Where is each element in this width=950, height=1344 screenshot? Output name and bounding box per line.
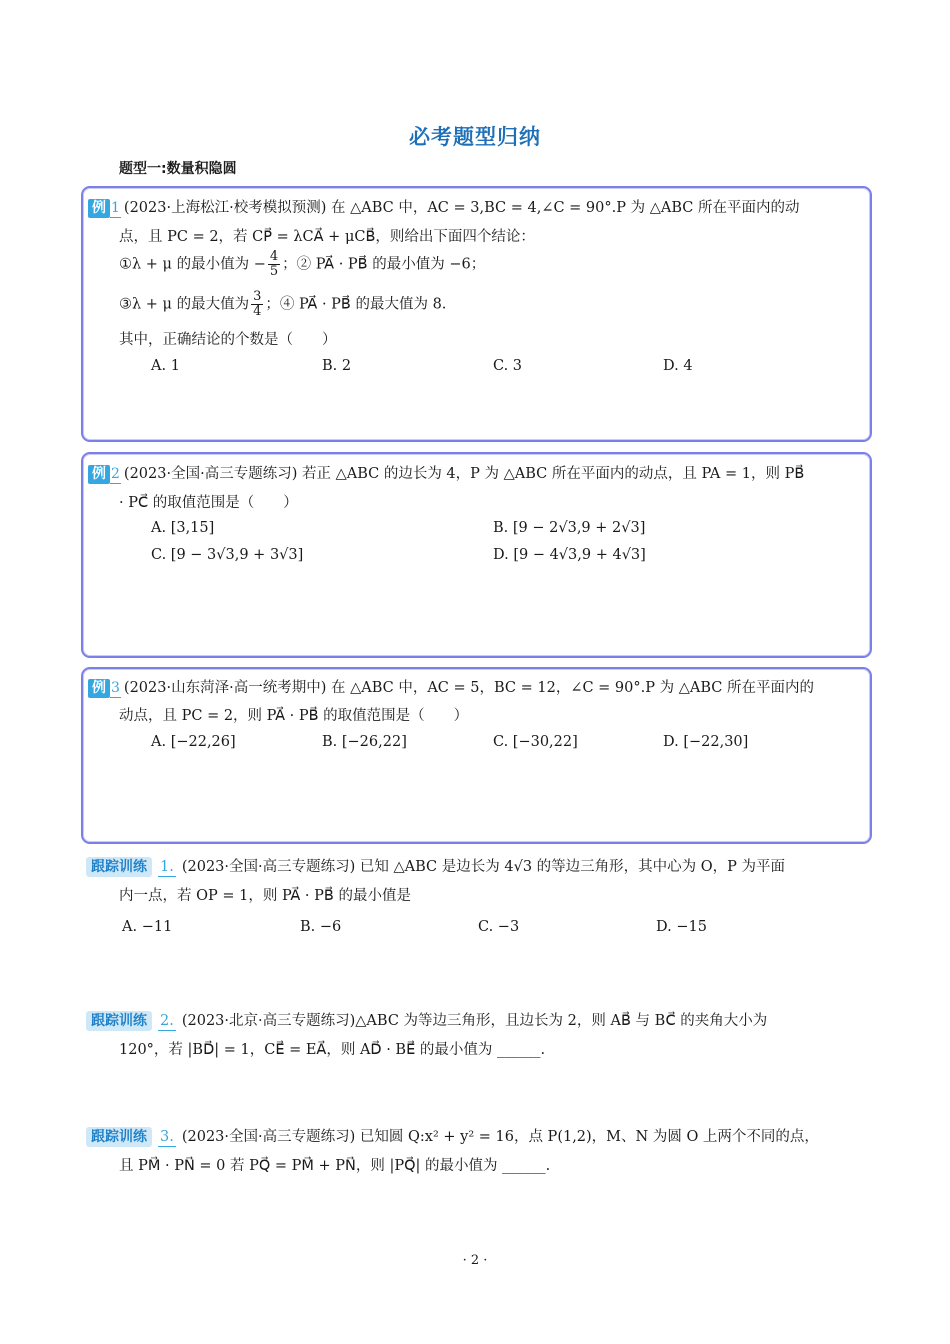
fraction bbox=[251, 290, 263, 319]
example-tag: 例 bbox=[88, 199, 110, 218]
option-c[interactable]: C. −3 bbox=[478, 919, 520, 935]
example-number: 3 bbox=[111, 680, 120, 696]
option-d[interactable]: D. −15 bbox=[656, 919, 707, 935]
page-number: · 2 · bbox=[462, 1253, 488, 1268]
track-tag: 跟踪训练 bbox=[86, 1127, 152, 1147]
track-2-line-2: 120°，若 |BD⃗| = 1，CE⃗ = EA⃗，则 AD⃗ · BE⃗ 的最小值为 ______. bbox=[119, 1042, 546, 1058]
example-3-line-1 bbox=[88, 676, 814, 698]
fraction-numerator: 3 bbox=[253, 289, 262, 304]
track-3-line-1 bbox=[86, 1125, 819, 1147]
option-c[interactable]: C. [9 − 3√3,9 + 3√3] bbox=[151, 547, 304, 563]
track-3-line-2: 且 PM⃗ · PN⃗ = 0 若 PQ⃗ = PM⃗ + PN⃗，则 |PQ⃗| 的最小值为 ______. bbox=[119, 1158, 551, 1174]
track-number: 2. bbox=[160, 1013, 174, 1029]
option-b[interactable]: B. −6 bbox=[300, 919, 342, 935]
fraction-numerator: 4 bbox=[269, 249, 279, 264]
track-tag: 跟踪训练 bbox=[86, 857, 152, 877]
option-a[interactable]: A. [−22,26] bbox=[151, 734, 236, 750]
track-number: 3. bbox=[160, 1129, 174, 1145]
example-1-line-1 bbox=[88, 196, 799, 218]
example-1-text-4b: ；④ PA⃗ · PB⃗ 的最大值为 8. bbox=[265, 296, 447, 313]
example-2-line-1 bbox=[88, 462, 804, 484]
option-b[interactable]: B. [9 − 2√3,9 + 2√3] bbox=[493, 520, 646, 536]
example-1-text-3a: ①λ + μ 的最小值为 − bbox=[119, 256, 266, 273]
example-3-text-1: (2023·山东菏泽·高一统考期中) 在 △ABC 中，AC = 5，BC = 12，∠C = 90°.P 为 △ABC 所在平面内的 bbox=[123, 680, 814, 696]
option-d[interactable]: D. 4 bbox=[663, 358, 693, 374]
track-2-text-1: (2023·北京·高三专题练习)△ABC 为等边三角形，且边长为 2，则 AB⃗ 与 BC⃗ 的夹角大小为 bbox=[181, 1013, 768, 1029]
track-2-line-1 bbox=[86, 1009, 767, 1031]
example-number: 2 bbox=[111, 466, 120, 482]
example-2-text-1: (2023·全国·高三专题练习) 若正 △ABC 的边长为 4，P 为 △ABC 所在平面内的动点，且 PA = 1，则 PB⃗ bbox=[123, 466, 805, 482]
section-title: 题型一:数量积隐圆 bbox=[119, 161, 237, 177]
option-c[interactable]: C. 3 bbox=[493, 358, 523, 374]
example-tag: 例 bbox=[88, 679, 110, 698]
example-1-text-4a: ③λ + μ 的最大值为 bbox=[119, 296, 250, 313]
fraction-denominator: 4 bbox=[253, 304, 262, 319]
fraction bbox=[268, 250, 280, 279]
track-3-text-1: (2023·全国·高三专题练习) 已知圆 Q:x² + y² = 16，点 P(1,2)，M、N 为圆 O 上两个不同的点， bbox=[181, 1129, 819, 1145]
page-title: 必考题型归纳 bbox=[409, 125, 541, 149]
fraction-denominator: 5 bbox=[269, 264, 279, 279]
option-a[interactable]: A. [3,15] bbox=[151, 520, 215, 536]
option-d[interactable]: D. [−22,30] bbox=[663, 734, 749, 750]
option-b[interactable]: B. 2 bbox=[322, 358, 352, 374]
option-d[interactable]: D. [9 − 4√3,9 + 4√3] bbox=[493, 547, 646, 563]
example-number: 1 bbox=[111, 200, 120, 216]
example-1-line-3 bbox=[119, 250, 485, 279]
option-b[interactable]: B. [−26,22] bbox=[322, 734, 407, 750]
option-c[interactable]: C. [−30,22] bbox=[493, 734, 578, 750]
track-1-line-1 bbox=[86, 855, 785, 877]
example-1-text-1: (2023·上海松江·校考模拟预测) 在 △ABC 中，AC = 3,BC = 4,∠C = 90°.P 为 △ABC 所在平面内的动 bbox=[123, 200, 800, 216]
example-1-line-5: 其中，正确结论的个数是（ ） bbox=[119, 332, 337, 348]
track-number: 1. bbox=[160, 859, 174, 875]
example-1-line-2: 点，且 PC = 2，若 CP⃗ = λCA⃗ + μCB⃗，则给出下面四个结论： bbox=[119, 229, 535, 245]
track-tag: 跟踪训练 bbox=[86, 1011, 152, 1031]
track-1-text-1: (2023·全国·高三专题练习) 已知 △ABC 是边长为 4√3 的等边三角形，其中心为 O，P 为平面 bbox=[181, 859, 786, 875]
example-1-line-4 bbox=[119, 290, 446, 319]
example-tag: 例 bbox=[88, 465, 110, 484]
option-a[interactable]: A. 1 bbox=[151, 358, 180, 374]
example-2-line-2: · PC⃗ 的取值范围是（ ） bbox=[119, 495, 298, 511]
track-1-line-2: 内一点，若 OP = 1，则 PA⃗ · PB⃗ 的最小值是 bbox=[119, 888, 411, 904]
example-1-text-3b: ；② PA⃗ · PB⃗ 的最小值为 −6； bbox=[282, 256, 486, 273]
example-3-line-2: 动点，且 PC = 2，则 PA⃗ · PB⃗ 的取值范围是（ ） bbox=[119, 708, 469, 724]
option-a[interactable]: A. −11 bbox=[122, 919, 173, 935]
